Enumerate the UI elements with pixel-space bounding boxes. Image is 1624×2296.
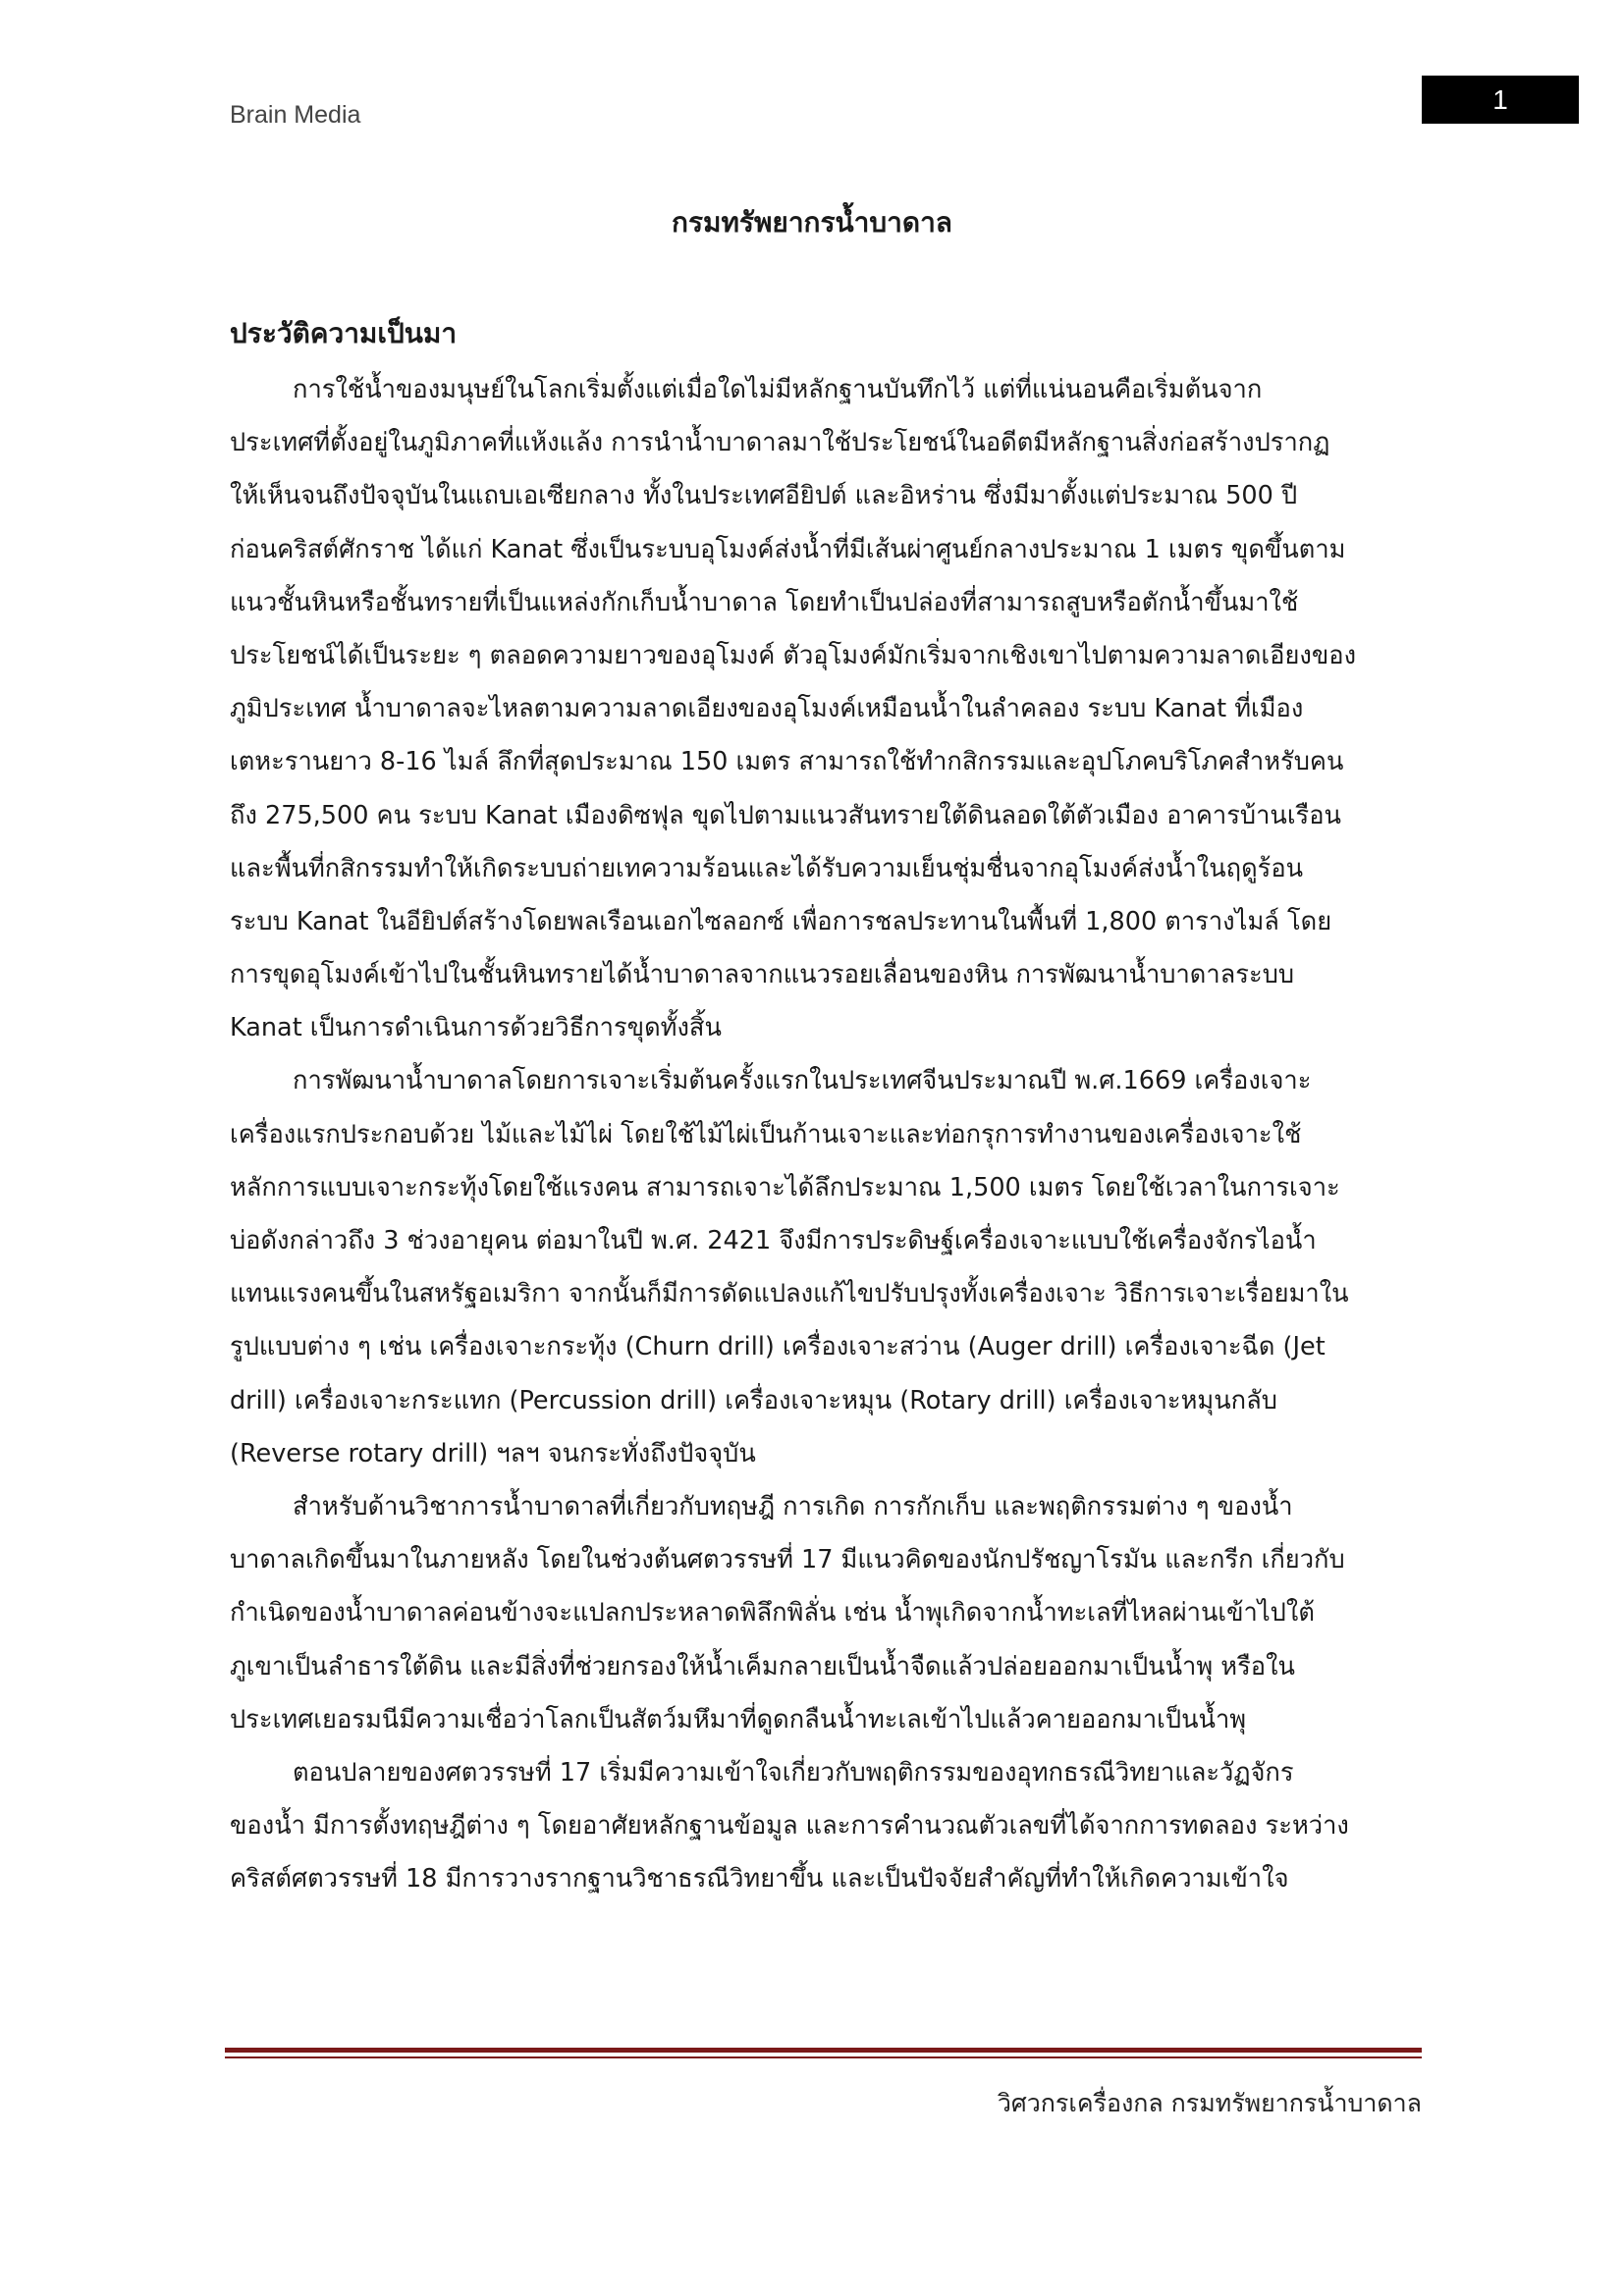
body-line: (Reverse rotary drill) ฯลฯ จนกระทั่งถึงปัจจุบัน bbox=[230, 1438, 756, 1468]
body-line: แนวชั้นหินหรือชั้นทรายที่เป็นแหล่งกักเก็บน้ำบาดาล โดยทำเป็นปล่องที่สามารถสูบหรือตักน้ำขึ้นมาใช้ bbox=[230, 587, 1299, 617]
body-line: ภูมิประเทศ น้ำบาดาลจะไหลตามความลาดเอียงของอุโมงค์เหมือนน้ำในลำคลอง ระบบ Kanat ที่เมือง bbox=[230, 694, 1304, 724]
body-line: เครื่องแรกประกอบด้วย ไม้และไม้ไผ่ โดยใช้ไม้ไผ่เป็นก้านเจาะและท่อกรุการทำงานของเครื่องเจาะใช้ bbox=[230, 1119, 1302, 1149]
section-heading: ประวัติความเป็นมา bbox=[230, 317, 458, 349]
body-line: ประโยชน์ได้เป็นระยะ ๆ ตลอดความยาวของอุโมงค์ ตัวอุโมงค์มักเริ่มจากเชิงเขาไปตามความลาดเอียงของ bbox=[230, 640, 1357, 670]
body-line: ตอนปลายของศตวรรษที่ 17 เริ่มมีความเข้าใจเกี่ยวกับพฤติกรรมของอุทกธรณีวิทยาและวัฏจักร bbox=[293, 1757, 1294, 1788]
body-line: เตหะรานยาว 8-16 ไมล์ ลึกที่สุดประมาณ 150 เมตร สามารถใช้ทำกสิกรรมและอุปโภคบริโภคสำหรับคน bbox=[230, 747, 1344, 777]
body-line: การพัฒนาน้ำบาดาลโดยการเจาะเริ่มต้นครั้งแรกในประเทศจีนประมาณปี พ.ศ.1669 เครื่องเจาะ bbox=[293, 1066, 1312, 1096]
body-line: การใช้น้ำของมนุษย์ในโลกเริ่มตั้งแต่เมื่อใดไม่มีหลักฐานบันทึกไว้ แต่ที่แน่นอนคือเริ่มต้นจาก bbox=[293, 375, 1263, 404]
body-line: Kanat เป็นการดำเนินการด้วยวิธีการขุดทั้งสิ้น bbox=[230, 1013, 722, 1043]
body-line: บ่อดังกล่าวถึง 3 ช่วงอายุคน ต่อมาในปี พ.ศ. 2421 จึงมีการประดิษฐ์เครื่องเจาะแบบใช้เครื่องจักรไอน้ำ bbox=[230, 1226, 1317, 1255]
body-text bbox=[230, 363, 1418, 1905]
body-line: สำหรับด้านวิชาการน้ำบาดาลที่เกี่ยวกับทฤษฎี การเกิด การกักเก็บ และพฤติกรรมต่าง ๆ ของน้ำ bbox=[293, 1491, 1293, 1522]
body-line: แทนแรงคนขึ้นในสหรัฐอเมริกา จากนั้นก็มีการดัดแปลงแก้ไขปรับปรุงทั้งเครื่องเจาะ วิธีการเจาะเรื่อยมาใน bbox=[230, 1279, 1349, 1309]
body-line: บาดาลเกิดขึ้นมาในภายหลัง โดยในช่วงต้นศตวรรษที่ 17 มีแนวคิดของนักปรัชญาโรมัน และกรีก เกี่ยวกับ bbox=[230, 1545, 1345, 1575]
body-line: ให้เห็นจนถึงปัจจุบันในแถบเอเซียกลาง ทั้งในประเทศอียิปต์ และอิหร่าน ซึ่งมีมาตั้งแต่ประมาณ 500 ปี bbox=[230, 481, 1298, 511]
footer-rule-thin bbox=[225, 2056, 1422, 2058]
body-line: และพื้นที่กสิกรรมทำให้เกิดระบบถ่ายเทความร้อนและได้รับความเย็นชุ่มชื่นจากอุโมงค์ส่งน้ำในฤดูร้อน bbox=[230, 853, 1304, 883]
body-line: หลักการแบบเจาะกระทุ้งโดยใช้แรงคน สามารถเจาะได้ลึกประมาณ 1,500 เมตร โดยใช้เวลาในการเจาะ bbox=[230, 1172, 1340, 1202]
footer-rule-thick bbox=[225, 2048, 1422, 2053]
page-number-box: 1 bbox=[1422, 76, 1579, 124]
body-line: ถึง 275,500 คน ระบบ Kanat เมืองดิซฟุล ขุดไปตามแนวสันทรายใต้ดินลอดใต้ตัวเมือง อาคารบ้านเรือน bbox=[230, 800, 1341, 830]
header-brand: Brain Media bbox=[230, 101, 361, 129]
body-line: ประเทศเยอรมนีมีความเชื่อว่าโลกเป็นสัตว์มหึมาที่ดูดกลืนน้ำทะเลเข้าไปแล้วคายออกมาเป็นน้ำพุ bbox=[230, 1704, 1247, 1735]
body-line: การขุดอุโมงค์เข้าไปในชั้นหินทรายได้น้ำบาดาลจากแนวรอยเลื่อนของหิน การพัฒนาน้ำบาดาลระบบ bbox=[230, 960, 1295, 990]
body-line: กำเนิดของน้ำบาดาลค่อนข้างจะแปลกประหลาดพิลึกพิลั่น เช่น น้ำพุเกิดจากน้ำทะเลที่ไหลผ่านเข้าไปใต้ bbox=[230, 1598, 1315, 1629]
page-title: กรมทรัพยากรน้ำบาดาล bbox=[672, 206, 952, 239]
body-line: ก่อนคริสต์ศักราช ได้แก่ Kanat ซึ่งเป็นระบบอุโมงค์ส่งน้ำที่มีเส้นผ่าศูนย์กลางประมาณ 1 เมตร ขุดขึ้นตาม bbox=[230, 534, 1346, 564]
body-line: คริสต์ศตวรรษที่ 18 มีการวางรากฐานวิชาธรณีวิทยาขึ้น และเป็นปัจจัยสำคัญที่ทำให้เกิดความเข้าใจ bbox=[230, 1864, 1289, 1895]
footer-text: วิศวกรเครื่องกล กรมทรัพยากรน้ำบาดาล bbox=[997, 2089, 1422, 2117]
body-line: ระบบ Kanat ในอียิปต์สร้างโดยพลเรือนเอกไซลอกซ์ เพื่อการชลประทานในพื้นที่ 1,800 ตารางไมล์ โดย bbox=[230, 906, 1332, 936]
body-line: รูปแบบต่าง ๆ เช่น เครื่องเจาะกระทุ้ง (Churn drill) เครื่องเจาะสว่าน (Auger drill) เครื่องเจาะฉีด (Jet bbox=[230, 1332, 1326, 1362]
body-line: ประเทศที่ตั้งอยู่ในภูมิภาคที่แห้งแล้ง การนำน้ำบาดาลมาใช้ประโยชน์ในอดีตมีหลักฐานสิ่งก่อสร้างปรากฏ bbox=[230, 428, 1330, 458]
body-line: ภูเขาเป็นลำธารใต้ดิน และมีสิ่งที่ช่วยกรองให้น้ำเค็มกลายเป็นน้ำจืดแล้วปล่อยออกมาเป็นน้ำพุ หรือใน bbox=[230, 1651, 1295, 1682]
body-line: ของน้ำ มีการตั้งทฤษฎีต่าง ๆ โดยอาศัยหลักฐานข้อมูล และการคำนวณตัวเลขที่ได้จากการทดลอง ระหว่าง bbox=[230, 1811, 1349, 1842]
body-line: drill) เครื่องเจาะกระแทก (Percussion drill) เครื่องเจาะหมุน (Rotary drill) เครื่องเจาะหมุนกลับ bbox=[230, 1385, 1277, 1415]
